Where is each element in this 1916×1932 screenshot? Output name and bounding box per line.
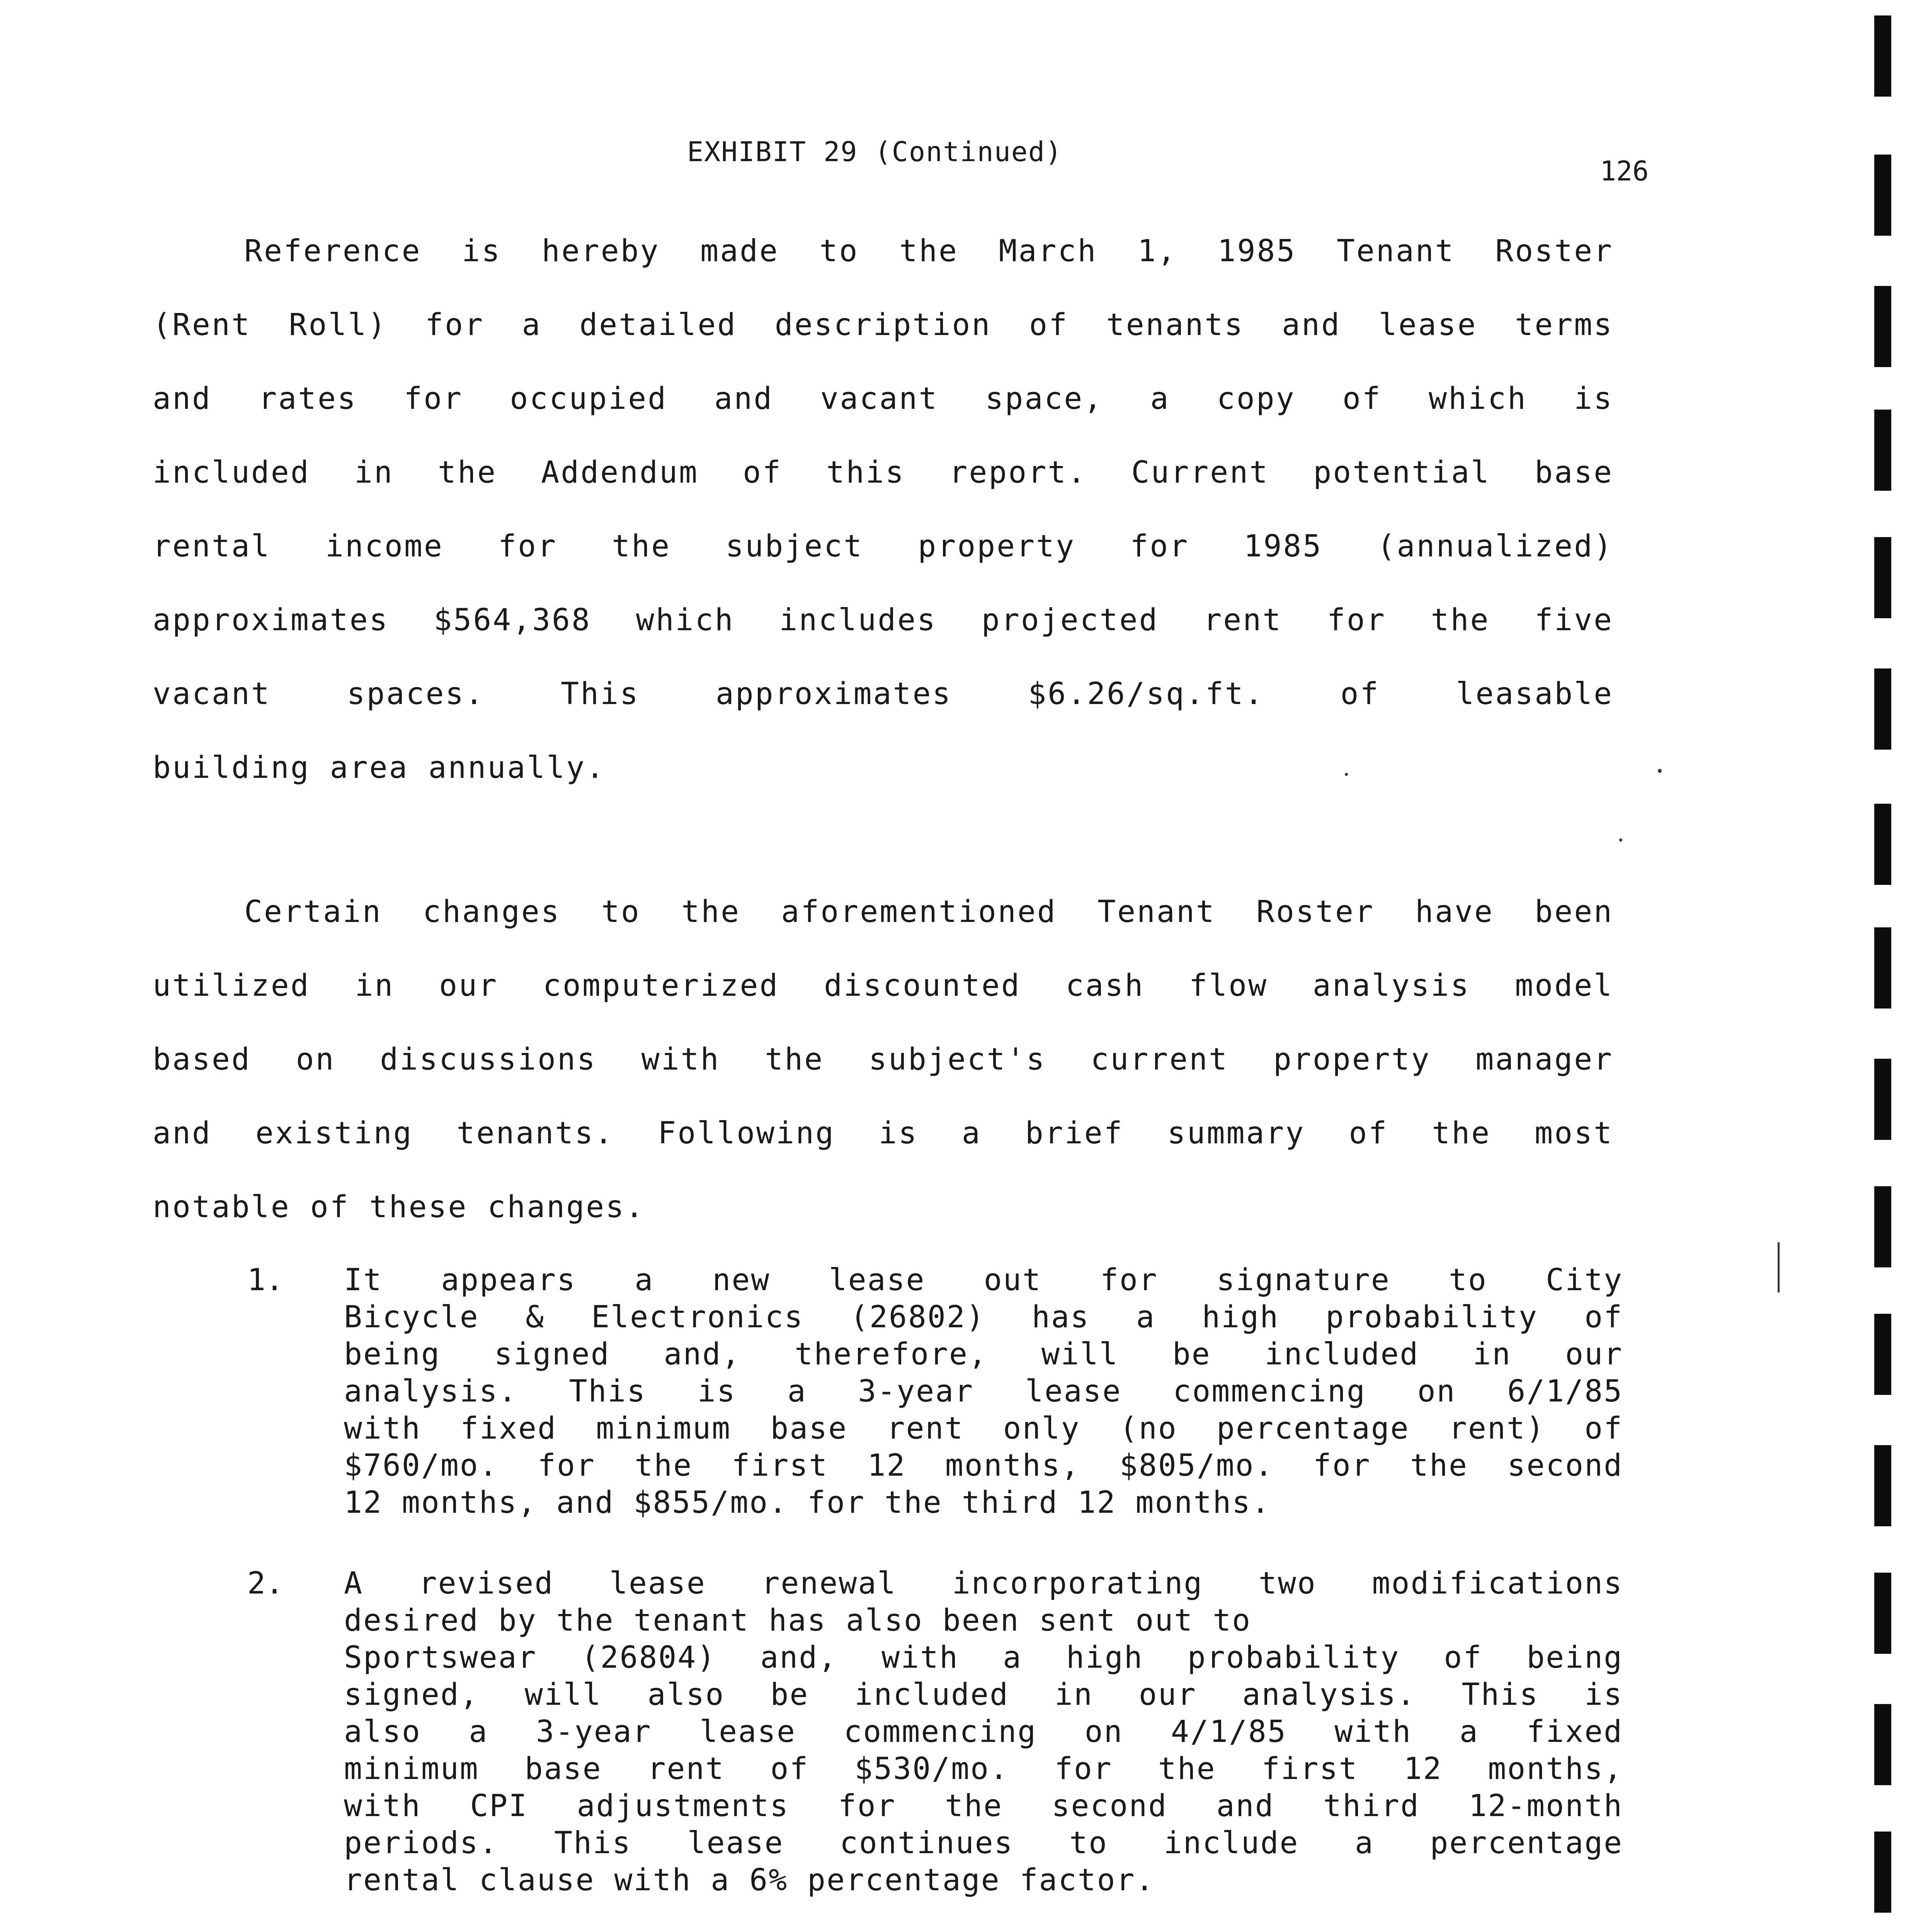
binder-mark [1874,1445,1891,1526]
text-line: periods. This lease continues to include a percentage [344,1826,1623,1861]
text-line: Certain changes to the aforementioned Tenant Roster have been [244,895,1613,929]
binder-mark [1874,1186,1891,1267]
text-line: with CPI adjustments for the second and third 12-month [344,1789,1623,1823]
text-line: $760/mo. for the first 12 months, $805/mo. for the second [344,1448,1623,1483]
text-line: It appears a new lease out for signature to City [344,1263,1623,1298]
text-line: building area annually. [153,750,606,785]
binder-mark [1874,286,1891,367]
binder-mark [1874,15,1891,97]
text-line: and rates for occupied and vacant space, a copy of which is [153,381,1613,416]
text-line: Bicycle & Electronics (26802) has a high probability of [344,1300,1623,1335]
text-line: approximates $564,368 which includes projected rent for the five [153,603,1613,638]
binder-mark [1874,1573,1891,1654]
binder-mark [1874,1704,1891,1785]
list-item-body [344,1565,1623,1899]
scan-speck [1619,838,1622,842]
list-item-number: 1. [247,1263,284,1298]
text-line: A revised lease renewal incorporating two modifications [344,1566,1623,1601]
binder-mark [1874,537,1891,618]
text-line: (Rent Roll) for a detailed description of tenants and lease terms [153,308,1613,342]
binder-mark [1874,1832,1891,1913]
text-line: with fixed minimum base rent only (no percentage rent) of [344,1411,1623,1446]
text-line: being signed and, therefore, will be included in our [344,1337,1623,1372]
text-line: analysis. This is a 3-year lease commencing on 6/1/85 [344,1374,1623,1409]
binder-mark [1874,668,1891,750]
page-number: 126 [1600,155,1649,187]
text-line: minimum base rent of $530/mo. for the first 12 months, [344,1752,1623,1786]
list-item-body [344,1262,1623,1521]
binder-mark [1874,410,1891,491]
list-item-number: 2. [247,1566,284,1601]
binder-mark [1874,804,1891,885]
text-line: based on discussions with the subject's current property manager [153,1042,1613,1077]
text-line: 12 months, and $855/mo. for the third 12 months. [344,1485,1271,1520]
scan-speck [1345,773,1348,776]
exhibit-title: EXHIBIT 29 (Continued) [687,136,1063,168]
text-line: desired by the tenant has also been sent out to [344,1603,1252,1638]
binder-mark [1874,1059,1891,1140]
binder-mark [1874,1314,1891,1395]
text-line: signed, will also be included in our analysis. This is [344,1677,1623,1712]
text-line: vacant spaces. This approximates $6.26/sq.ft. of leasable [153,677,1613,711]
scan-speck [1658,769,1662,773]
text-line: notable of these changes. [153,1190,645,1225]
text-line: and existing tenants. Following is a brief summary of the most [153,1116,1613,1151]
binder-mark [1874,927,1891,1009]
text-line: rental income for the subject property for 1985 (annualized) [153,529,1613,564]
text-line: utilized in our computerized discounted cash flow analysis model [153,968,1613,1003]
paragraph-rent-roll [153,214,1613,805]
text-line: Sportswear (26804) and, with a high probability of being [344,1640,1623,1675]
text-line: included in the Addendum of this report. Current potential base [153,455,1613,490]
binder-mark [1874,155,1891,236]
text-line: rental clause with a 6% percentage factor. [344,1863,1155,1898]
paragraph-roster-changes [153,875,1613,1244]
text-line: also a 3-year lease commencing on 4/1/85 with a fixed [344,1714,1623,1749]
text-line: Reference is hereby made to the March 1, 1985 Tenant Roster [244,234,1613,269]
scan-mark [1778,1242,1780,1293]
